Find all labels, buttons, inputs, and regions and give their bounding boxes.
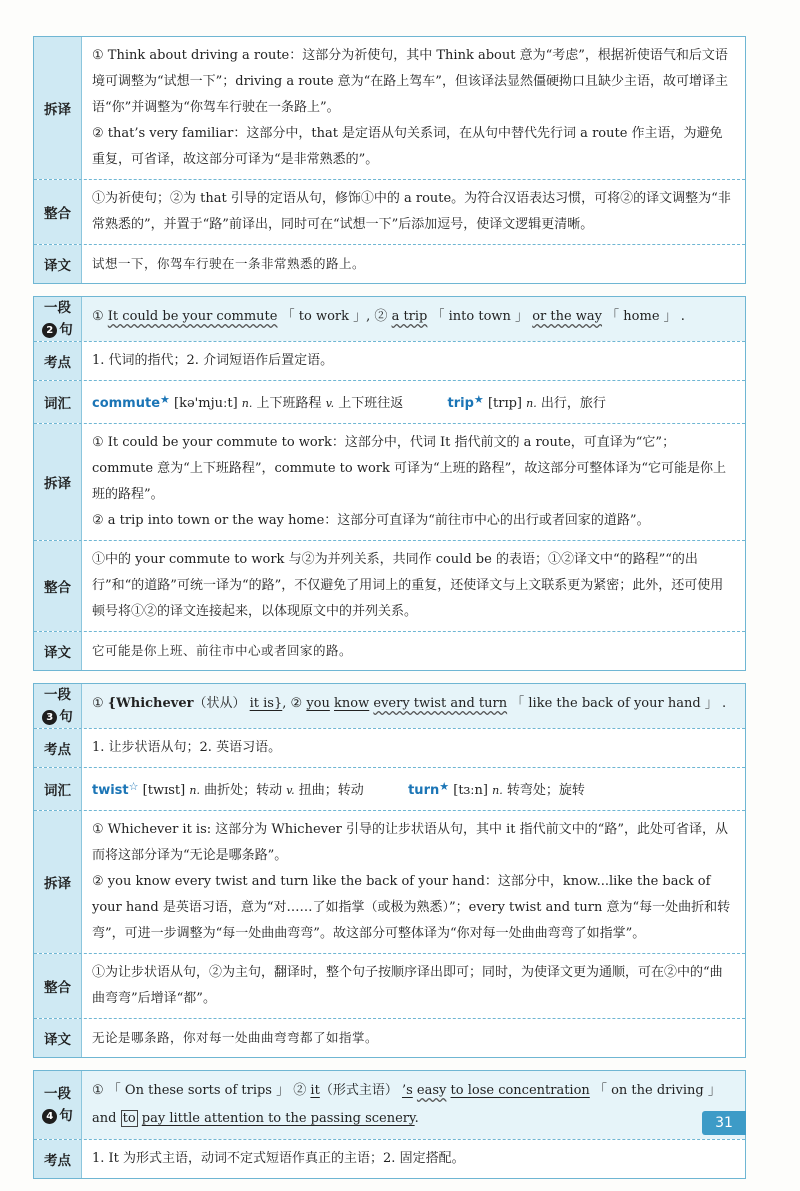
zhenghe-content: ①为让步状语从句，②为主句，翻译时，整个句子按顺序译出即可；同时，为使译文更为通顺，可在②中的“曲曲弯弯”后增译“都”。 — [92, 965, 723, 1006]
modifier: 「 like the back of your hand 」 — [511, 696, 718, 711]
ju-label: 句 — [59, 322, 73, 338]
vocab-pos: n. — [241, 397, 253, 410]
vocab-word: commute — [92, 396, 161, 411]
sentence-number: 3 — [42, 710, 57, 725]
star-icon: ☆ — [128, 780, 139, 793]
vocab-def: 转弯处；旋转 — [506, 783, 585, 798]
vocab-pos: v. — [325, 397, 335, 410]
vocab-def: 扭曲；转动 — [298, 783, 364, 798]
yiwen-label: 译文 — [34, 1019, 82, 1057]
yiwen-label: 译文 — [34, 245, 82, 283]
marker-1: ① — [92, 309, 104, 324]
cihui-row — [34, 767, 745, 810]
vocab-pos: n. — [492, 784, 503, 797]
period: . — [680, 309, 685, 324]
marker-2: ② — [374, 309, 388, 324]
marker-1: ① — [92, 1083, 104, 1098]
predicative-2: or the way — [532, 309, 603, 324]
cihui-label: 词汇 — [34, 768, 82, 810]
sentence-analysis — [82, 297, 745, 341]
kaodian-row — [34, 728, 745, 767]
sentence-block-3 — [33, 683, 746, 1058]
yiwen-label: 译文 — [34, 632, 82, 670]
chaiyi-label: 拆译 — [34, 811, 82, 953]
modifier-3: 「 home 」 — [606, 309, 677, 324]
chaiyi-part-1: ① Whichever it is: 这部分为 Whichever 引导的让步状语从句，其中 it 指代前文中的“路”，此处可省译，从而将这部分译为“无论是哪条路”。 — [92, 822, 728, 863]
sentence-number-label — [42, 1105, 73, 1127]
ju-label: 句 — [59, 1108, 73, 1124]
marker-2: ② — [290, 696, 303, 711]
formal-subject: it — [310, 1083, 320, 1098]
to-marker: to — [122, 1111, 136, 1126]
chaiyi-content — [82, 811, 745, 953]
clause-tag: （状从） — [193, 696, 246, 711]
conjunction: and — [92, 1111, 117, 1126]
vocab-pos: v. — [286, 784, 295, 797]
vocab-def: 曲折处；转动 — [204, 783, 283, 798]
clause-start: {Whichever — [107, 696, 194, 711]
sentence-number: 4 — [42, 1109, 57, 1124]
marker-2: ② — [293, 1083, 307, 1098]
vocab-phonetic: [twɪst] — [142, 783, 186, 798]
sentence-row — [34, 1071, 745, 1139]
paragraph-label: 一段 — [44, 300, 71, 316]
comma: , — [282, 696, 287, 711]
sentence-row — [34, 684, 745, 728]
vocab-phonetic: [kə'mjuːt] — [174, 396, 238, 411]
chaiyi-label: 拆译 — [34, 37, 82, 179]
chaiyi-row — [34, 810, 745, 953]
modifier-1: 「 to work 」 — [281, 309, 367, 324]
cihui-content — [82, 381, 745, 423]
real-subject-1: to lose concentration — [450, 1083, 590, 1098]
chaiyi-part-2: ② a trip into town or the way home：这部分可直译为“前往市中心的出行或者回家的道路”。 — [92, 513, 650, 528]
vocab-def: 上下班路程 — [256, 396, 322, 411]
subject: you — [306, 696, 330, 711]
star-icon: ★ — [439, 780, 450, 793]
modifier: 「 on the driving 」 — [593, 1083, 721, 1098]
paragraph-label: 一段 — [44, 1086, 71, 1102]
adverbial: 「 On these sorts of trips 」 — [107, 1083, 290, 1098]
zhenghe-row — [34, 953, 745, 1018]
yiwen-row — [34, 244, 745, 283]
sentence-block-4 — [33, 1070, 746, 1179]
real-subject-2: pay little attention to the passing scenery — [141, 1111, 415, 1126]
period: . — [414, 1111, 419, 1126]
page-number: 31 — [702, 1111, 746, 1135]
kaodian-label: 考点 — [34, 729, 82, 767]
cihui-row — [34, 380, 745, 423]
zhenghe-row — [34, 179, 745, 244]
kaodian-content: 1. 代词的指代；2. 介词短语作后置定语。 — [92, 353, 334, 368]
chaiyi-content — [82, 424, 745, 540]
formal-subject-tag: （形式主语） — [319, 1083, 398, 1098]
vocab-def: 出行，旅行 — [540, 396, 606, 411]
sentence-block-1 — [33, 36, 746, 284]
verb: ’s — [401, 1083, 413, 1098]
sentence-analysis — [82, 684, 745, 728]
sentence-number-label — [42, 319, 73, 341]
vocab-phonetic: [trɪp] — [487, 396, 522, 411]
chaiyi-row — [34, 423, 745, 540]
predicative-1: a trip — [391, 309, 428, 324]
chaiyi-label: 拆译 — [34, 424, 82, 540]
comma: , — [366, 309, 371, 324]
period: . — [721, 696, 727, 711]
paragraph-label: 一段 — [44, 687, 71, 703]
zhenghe-label: 整合 — [34, 954, 82, 1018]
sentence-label — [34, 1071, 82, 1139]
vocab-pos: n. — [526, 397, 537, 410]
sentence-label — [34, 684, 82, 728]
vocab-pos: n. — [189, 784, 200, 797]
vocab-def: 上下班往返 — [338, 396, 404, 411]
yiwen-content: 它可能是你上班、前往市中心或者回家的路。 — [92, 643, 353, 658]
zhenghe-label: 整合 — [34, 541, 82, 631]
sentence-number-label — [42, 706, 73, 728]
chaiyi-part-2: ② that’s very familiar：这部分中，that 是定语从句关系词，在从句中替代先行词 a route 作主语，为避免重复，可省译，故这部分可译为“是非常熟悉的”。 — [92, 126, 723, 167]
sentence-number: 2 — [42, 323, 57, 338]
sentence-analysis — [82, 1071, 745, 1139]
chaiyi-part-1: ① It could be your commute to work：这部分中，代词 It 指代前文的 a route，可直译为“它”；commute 意为“上下班路程”，commute to work 可译为“上班的路程”，故这部分可整体译为“它可能是你上班的路程”。 — [92, 435, 726, 502]
ju-label: 句 — [59, 709, 73, 725]
main-clause: It could be your commute — [107, 309, 278, 324]
predicative: easy — [416, 1083, 447, 1098]
verb: know — [334, 696, 370, 711]
sentence-block-2 — [33, 296, 746, 671]
kaodian-content: 1. It 为形式主语，动词不定式短语作真正的主语；2. 固定搭配。 — [92, 1151, 465, 1166]
star-icon: ★ — [473, 393, 484, 406]
chaiyi-part-2: ② you know every twist and turn like the back of your hand：这部分中，know...like the back of your hand 是英语习语，意为“对……了如指掌（或极为熟悉）”；every twist and turn 意为“每一处曲折和转弯”，可进一步调整为“每一处曲曲弯弯”。故这部分可整体译为“你对每一处曲曲弯弯了如指掌”。 — [92, 874, 731, 941]
vocab-word: twist — [92, 783, 129, 798]
chaiyi-part-1: ① Think about driving a route：这部分为祈使句，其中 Think about 意为“考虑”，根据祈使语气和后文语境可调整为“试想一下”；driving a route 意为“在路上驾车”，但该译法显然僵硬拗口且缺少主语，故可增译主语“你”并调整为“你驾车行驶在一条路上”。 — [92, 48, 728, 115]
zhenghe-row — [34, 540, 745, 631]
kaodian-content: 1. 让步状语从句；2. 英语习语。 — [92, 740, 282, 755]
sentence-row — [34, 297, 745, 341]
kaodian-label: 考点 — [34, 1140, 82, 1178]
vocab-word: trip — [447, 396, 474, 411]
object: every twist and turn — [373, 696, 508, 711]
page — [33, 36, 746, 1191]
yiwen-content: 无论是哪条路，你对每一处曲曲弯弯都了如指掌。 — [92, 1030, 379, 1045]
marker-1: ① — [92, 696, 104, 711]
chaiyi-row — [34, 37, 745, 179]
vocab-word: turn — [408, 783, 440, 798]
star-icon: ★ — [160, 393, 170, 406]
sentence-label — [34, 297, 82, 341]
yiwen-row — [34, 631, 745, 670]
vocab-phonetic: [tɜːn] — [453, 783, 488, 798]
cihui-label: 词汇 — [34, 381, 82, 423]
zhenghe-content: ①中的 your commute to work 与②为并列关系，共同作 could be 的表语；①②译文中“的路程”“的出行”和“的道路”可统一译为“的路”，不仅避免了用词上的重复，还使译文与上文联系更为紧密；此外，还可使用顿号将①②的译文连接起来，以体现原文中的并列关系。 — [92, 552, 724, 619]
yiwen-row — [34, 1018, 745, 1057]
kaodian-row — [34, 1139, 745, 1178]
zhenghe-content: ①为祈使句；②为 that 引导的定语从句，修饰①中的 a route。为符合汉语表达习惯，可将②的译文调整为“非常熟悉的”，并置于“路”前译出，同时可在“试想一下”后添加逗号，使译文逻辑更清晰。 — [92, 191, 731, 232]
kaodian-row — [34, 341, 745, 380]
clause-end: it is} — [249, 696, 283, 711]
cihui-content — [82, 768, 745, 810]
yiwen-content: 试想一下，你驾车行驶在一条非常熟悉的路上。 — [92, 256, 366, 271]
zhenghe-label: 整合 — [34, 180, 82, 244]
chaiyi-content — [82, 37, 745, 179]
modifier-2: 「 into town 」 — [431, 309, 529, 324]
kaodian-label: 考点 — [34, 342, 82, 380]
